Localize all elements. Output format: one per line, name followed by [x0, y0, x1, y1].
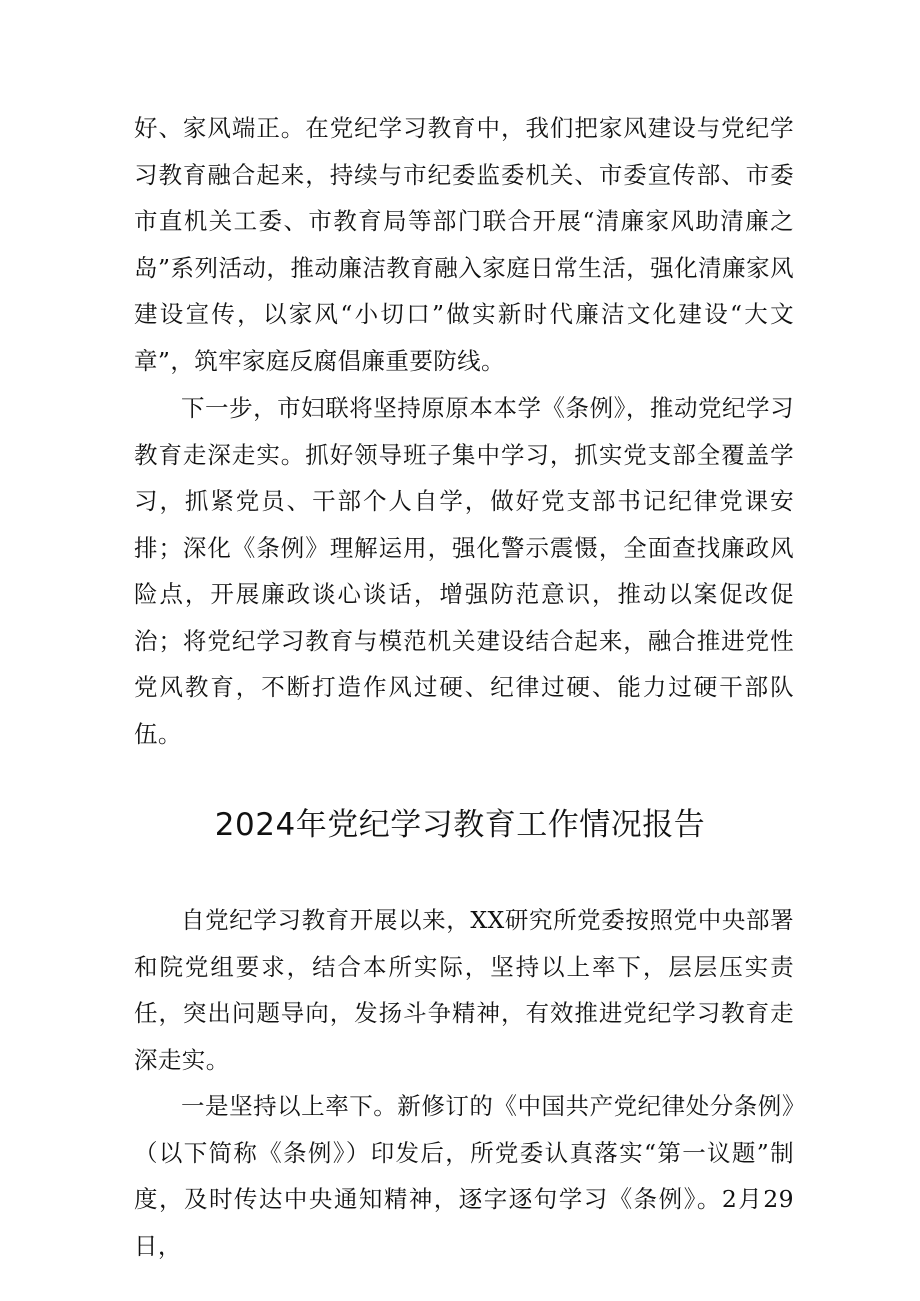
body-paragraph-1: 好、家风端正。在党纪学习教育中，我们把家风建设与党纪学习教育融合起来，持续与市纪委监委机关、市委宣传部、市委市直机关工委、市教育局等部门联合开展“清廉家风助清廉之岛”系列活动，推动廉洁教育融入家庭日常生活，强化清廉家风建设宣传，以家风“小切口”做实新时代廉洁文化建设“大文章”，筑牢家庭反腐倡廉重要防线。: [134, 114, 794, 375]
body-paragraph-2: 下一步，市妇联将坚持原原本本学《条例》，推动党纪学习教育走深走实。抓好领导班子集中学习，抓实党支部全覆盖学习，抓紧党员、干部个人自学，做好党支部书记纪律党课安排；深化《条例》理解运用，强化警示震慑，全面查找廉政风险点，开展廉政谈心谈话，增强防范意识，推动以案促改促治；将党纪学习教育与模范机关建设结合起来，融合推进党性党风教育，不断打造作风过硬、纪律过硬、能力过硬干部队伍。: [134, 394, 794, 748]
report-paragraph-1: 自党纪学习教育开展以来，XX研究所党委按照党中央部署和院党组要求，结合本所实际，坚持以上率下，层层压实责任，突出问题导向，发扬斗争精神，有效推进党纪学习教育走深走实。: [134, 906, 794, 1074]
report-title: 2024年党纪学习教育工作情况报告: [214, 807, 706, 843]
report-paragraph-2: 一是坚持以上率下。新修订的《中国共产党纪律处分条例》（以下简称《条例》）印发后，所党委认真落实“第一议题”制度，及时传达中央通知精神，逐字逐句学习《条例》。2月29日，: [134, 1092, 794, 1260]
